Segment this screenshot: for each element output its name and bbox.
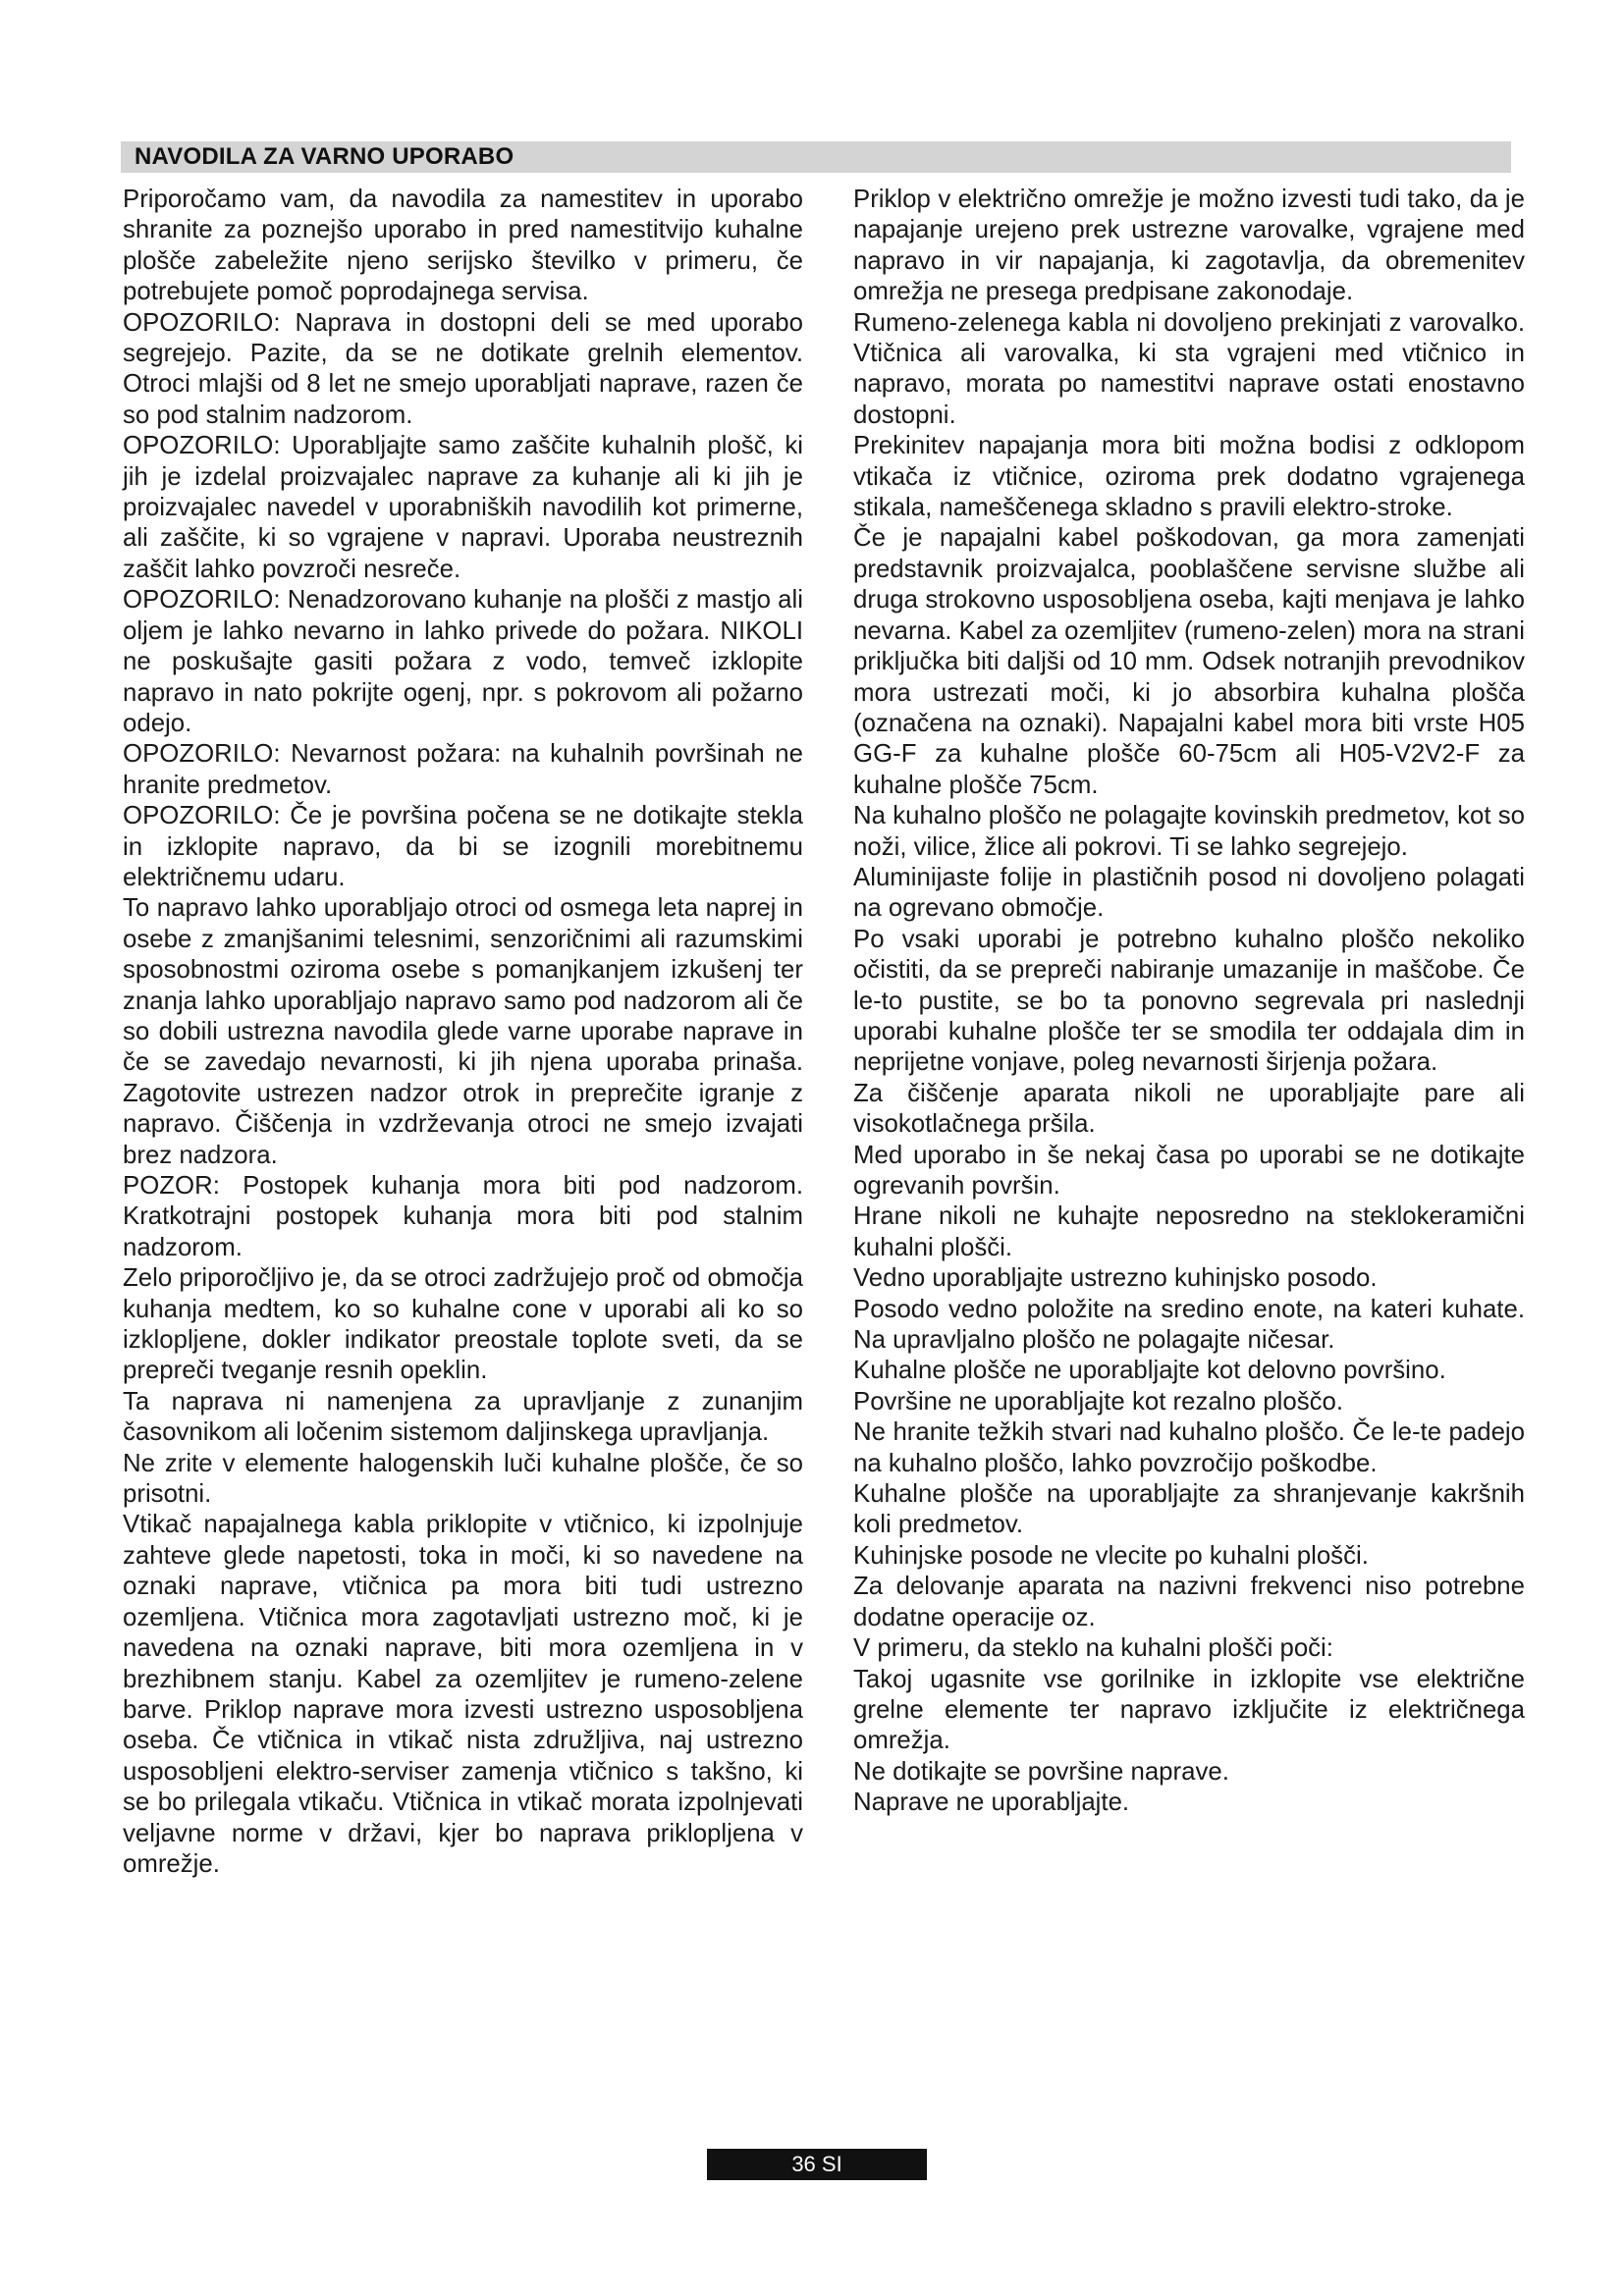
paragraph: Vtikač napajalnega kabla priklopite v vtičnico, ki izpolnjuje zahteve glede napetosti, toka in moči, ki so navedene na oznaki naprave, vtičnica pa mora biti tudi ustrezno ozemljena. Vtičnica mora zagotavljati ustrezno moč, ki je navedena na oznaki naprave, biti mora ozemljena in v brezhibnem stanju. Kabel za ozemljitev je rumeno-zelene barve. Priklop naprave mora izvesti ustrezno usposobljena oseba. Če vtičnica in vtikač nista združljiva, naj ustrezno usposobljeni elektro-serviser zamenja vtičnico s takšno, ki se bo prilegala vtikaču. Vtičnica in vtikač morata izpolnjevati veljavne norme v državi, kjer bo naprava priklopljena v omrežje. bbox=[123, 1511, 803, 1878]
paragraph: Hrane nikoli ne kuhajte neposredno na steklokeramični kuhalni plošči. bbox=[853, 1202, 1525, 1261]
paragraph: Za čiščenje aparata nikoli ne uporabljajte pare ali visokotlačnega pršila. bbox=[853, 1079, 1525, 1139]
paragraph: Ne zrite v elemente halogenskih luči kuhalne plošče, če so prisotni. bbox=[123, 1449, 803, 1509]
paragraph: Ta naprava ni namenjena za upravljanje z zunanjim časovnikom ali ločenim sistemom daljinskega upravljanja. bbox=[123, 1387, 803, 1447]
paragraph: POZOR: Postopek kuhanja mora biti pod nadzorom. Kratkotrajni postopek kuhanja mora biti pod stalnim nadzorom. bbox=[123, 1172, 803, 1261]
paragraph: Površine ne uporabljajte kot rezalno ploščo. bbox=[853, 1387, 1344, 1415]
paragraph: Prekinitev napajanja mora biti možna bodisi z odklopom vtikača iz vtičnice, oziroma prek dodatno vgrajenega stikala, nameščenega skladno s pravili elektro-stroke. bbox=[853, 432, 1525, 522]
paragraph: Priporočamo vam, da navodila za namestitev in uporabo shranite za poznejšo uporabo in pred namestitvijo kuhalne plošče zabeležite njeno serijsko številko v primeru, če potrebujete pomoč poprodajnega servisa. bbox=[123, 186, 803, 306]
paragraph: Aluminijaste folije in plastičnih posod ni dovoljeno polagati na ogrevano območje. bbox=[853, 863, 1525, 923]
paragraph: Rumeno-zelenega kabla ni dovoljeno prekinjati z varovalko. Vtičnica ali varovalka, ki sta vgrajeni med vtičnico in napravo, morata po namestitvi naprave ostati enostavno dostopni. bbox=[853, 308, 1525, 429]
paragraph: Priklop v električno omrežje je možno izvesti tudi tako, da je napajanje urejeno prek ustrezne varovalke, vgrajene med napravo in vir napajanja, ki zagotavlja, da obremenitev omrežja ne presega predpisane zakonodaje. bbox=[853, 186, 1525, 306]
paragraph: Ne dotikajte se površine naprave. bbox=[853, 1757, 1229, 1786]
paragraph: Ne hranite težkih stvari nad kuhalno ploščo. Če le-te padejo na kuhalno ploščo, lahko povzročijo poškodbe. bbox=[853, 1418, 1525, 1477]
paragraph: OPOZORILO: Naprava in dostopni deli se med uporabo segrejejo. Pazite, da se ne dotikate grelnih elementov. Otroci mlajši od 8 let ne smejo uporabljati naprave, razen če so pod stalnim nadzorom. bbox=[123, 308, 803, 429]
paragraph: OPOZORILO: Uporabljajte samo zaščite kuhalnih plošč, ki jih je izdelal proizvajalec naprave za kuhanje ali ki jih je proizvajalec navedel v uporabniških navodilih kot primerne, ali zaščite, ki so vgrajene v napravi. Uporaba neustreznih zaščit lahko povzroči nesreče. bbox=[123, 432, 803, 583]
paragraph: Vedno uporabljajte ustrezno kuhinjsko posodo. bbox=[853, 1264, 1378, 1293]
paragraph: Če je napajalni kabel poškodovan, ga mora zamenjati predstavnik proizvajalca, pooblaščene servisne službe ali druga strokovno usposobljena oseba, kajti menjava je lahko nevarna. Kabel za ozemljitev (rumeno-zelen) mora na strani priključka biti daljši od 10 mm. Odsek notranjih prevodnikov mora ustrezati moči, ki jo absorbira kuhalna plošča (označena na oznaki). Napajalni kabel mora biti vrste H05 GG-F za kuhalne plošče 60-75cm ali H05-V2V2-F za kuhalne plošče 75cm. bbox=[853, 524, 1525, 799]
paragraph: Takoj ugasnite vse gorilnike in izklopite vse električne grelne elemente ter napravo izključite iz električnega omrežja. bbox=[853, 1665, 1525, 1755]
section-header-bar bbox=[121, 141, 1511, 173]
paragraph: OPOZORILO: Nenadzorovano kuhanje na plošči z mastjo ali oljem je lahko nevarno in lahko privede do požara. NIKOLI ne poskušajte gasiti požara z vodo, temveč izklopite napravo in nato pokrijte ogenj, npr. s pokrovom ali požarno odejo. bbox=[123, 586, 803, 737]
paragraph: Zelo priporočljivo je, da se otroci zadržujejo proč od območja kuhanja medtem, ko so kuhalne cone v uporabi ali ko so izklopljene, dokler indikator preostale toplote sveti, da se prepreči tveganje resnih opeklin. bbox=[123, 1264, 803, 1385]
paragraph: OPOZORILO: Če je površina počena se ne dotikajte stekla in izklopite napravo, da bi se izognili morebitnemu električnemu udaru. bbox=[123, 802, 803, 891]
left-text-column bbox=[123, 185, 803, 1880]
paragraph: V primeru, da steklo na kuhalni plošči poči: bbox=[853, 1634, 1333, 1663]
paragraph: OPOZORILO: Nevarnost požara: na kuhalnih površinah ne hranite predmetov. bbox=[123, 740, 803, 799]
paragraph: Naprave ne uporabljajte. bbox=[853, 1789, 1130, 1817]
page-number-badge: 36 SI bbox=[707, 2149, 927, 2180]
paragraph: Po vsaki uporabi je potrebno kuhalno ploščo nekoliko očistiti, da se prepreči nabiranje umazanije in maščobe. Če le-to pustite, se bo ta ponovno segrevala pri naslednji uporabi kuhalne plošče ter se smodila ter oddajala dim in neprijetne vonjave, poleg nevarnosti širjenja požara. bbox=[853, 925, 1525, 1077]
paragraph: Kuhinjske posode ne vlecite po kuhalni plošči. bbox=[853, 1541, 1369, 1570]
right-text-column bbox=[853, 185, 1525, 1819]
paragraph: Med uporabo in še nekaj časa po uporabi se ne dotikajte ogrevanih površin. bbox=[853, 1141, 1525, 1200]
paragraph: Kuhalne plošče na uporabljajte za shranjevanje kakršnih koli predmetov. bbox=[853, 1480, 1525, 1539]
paragraph: Posodo vedno položite na sredino enote, na kateri kuhate. Na upravljalno ploščo ne polagajte ničesar. bbox=[853, 1295, 1525, 1355]
section-title: NAVODILA ZA VARNO UPORABO bbox=[135, 143, 514, 170]
paragraph: Za delovanje aparata na nazivni frekvenci niso potrebne dodatne operacije oz. bbox=[853, 1573, 1525, 1631]
paragraph: Kuhalne plošče ne uporabljajte kot delovno površino. bbox=[853, 1357, 1446, 1385]
paragraph: Na kuhalno ploščo ne polagajte kovinskih predmetov, kot so noži, vilice, žlice ali pokrovi. Ti se lahko segrejejo. bbox=[853, 802, 1525, 861]
paragraph: To napravo lahko uporabljajo otroci od osmega leta naprej in osebe z zmanjšanimi telesnimi, senzoričnimi ali razumskimi sposobnostmi oziroma osebe s pomanjkanjem izkušenj ter znanja lahko uporabljajo napravo samo pod nadzorom ali če so dobili ustrezna navodila glede varne uporabe naprave in če se zavedajo nevarnosti, ki jih njena uporaba prinaša. Zagotovite ustrezen nadzor otrok in preprečite igranje z napravo. Čiščenja in vzdrževanja otroci ne smejo izvajati brez nadzora. bbox=[123, 894, 803, 1169]
